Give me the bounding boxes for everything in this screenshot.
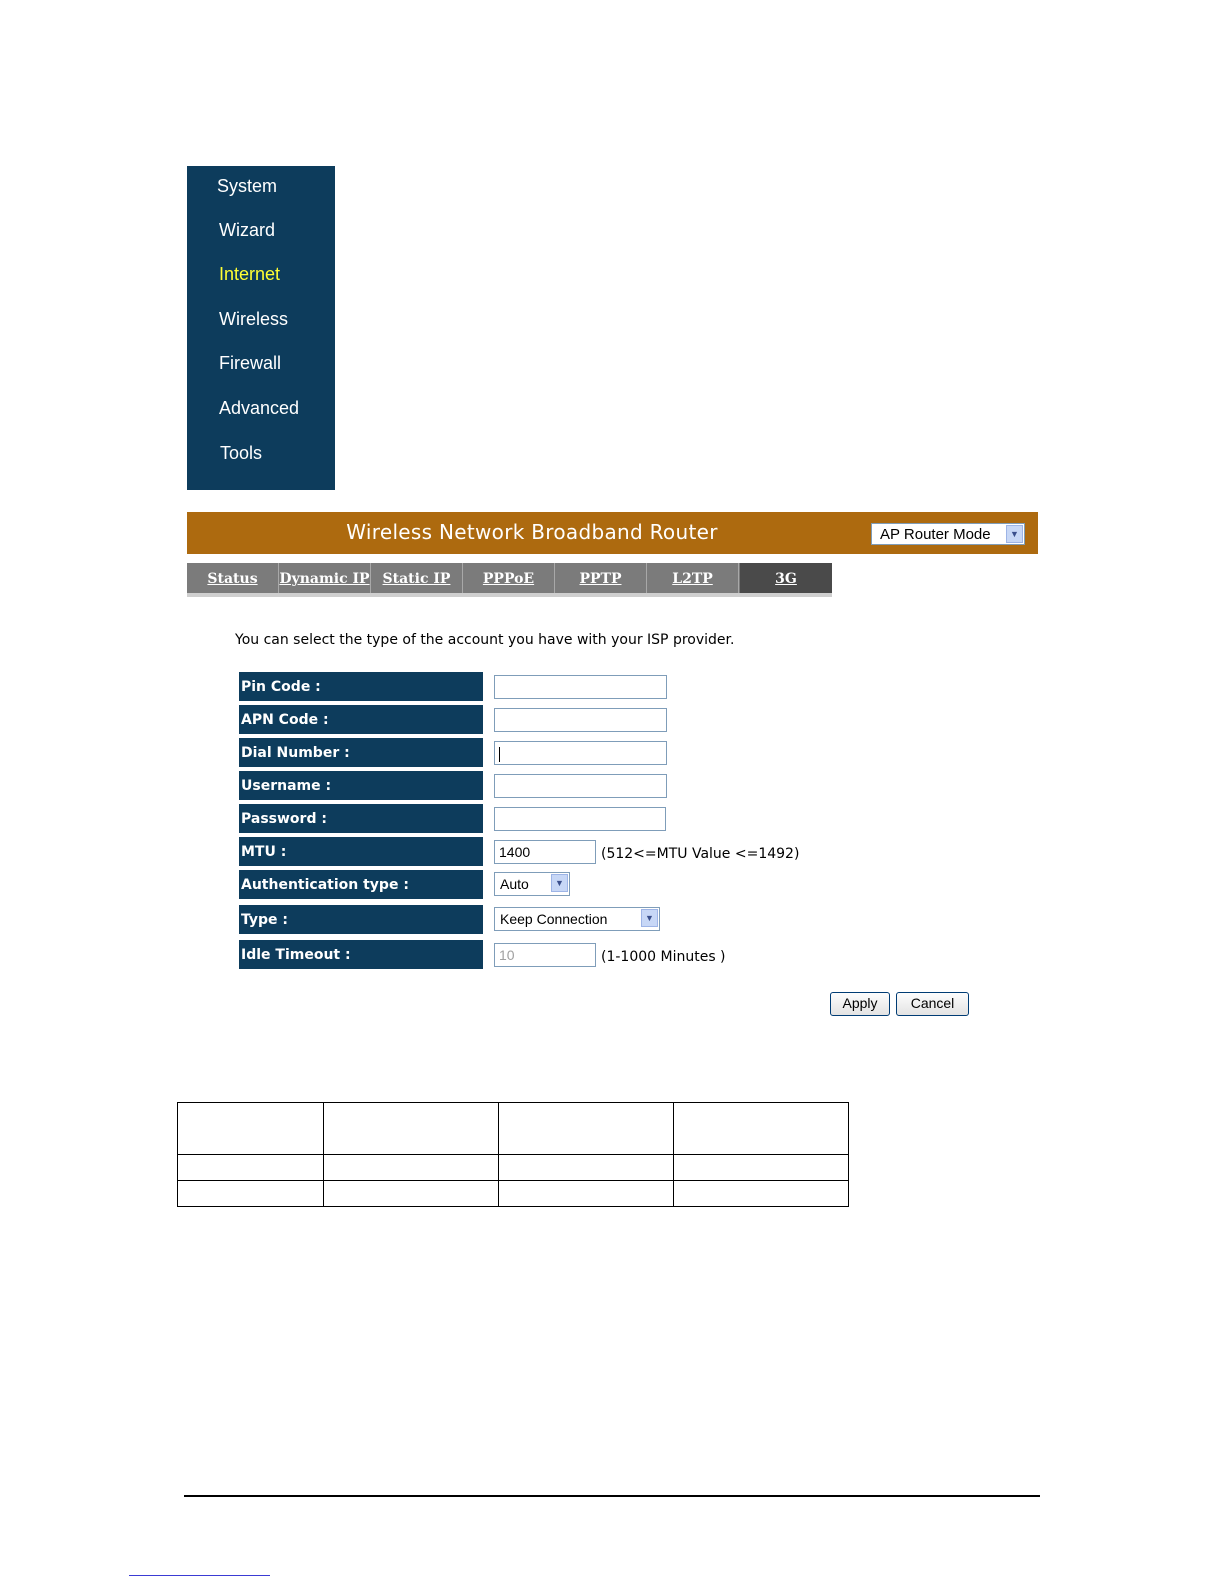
- chevron-down-icon[interactable]: ▼: [1006, 525, 1023, 543]
- table-cell: [674, 1103, 849, 1155]
- auth-type-select[interactable]: [494, 872, 570, 896]
- idle-timeout-input[interactable]: 10: [494, 943, 596, 967]
- tab-dynamic-ip[interactable]: Dynamic IP: [279, 563, 371, 593]
- table-cell: [674, 1155, 849, 1181]
- apn-code-label: APN Code :: [239, 705, 483, 734]
- password-input[interactable]: [494, 807, 666, 831]
- text-caret: [499, 747, 500, 762]
- pin-code-label: Pin Code :: [239, 672, 483, 701]
- connection-type-select[interactable]: [494, 907, 660, 931]
- username-input[interactable]: [494, 774, 667, 798]
- table-cell: [324, 1181, 499, 1207]
- footer-divider: [184, 1495, 1040, 1497]
- idle-timeout-hint: (1-1000 Minutes ): [601, 949, 726, 965]
- footer-link-underline: [129, 1575, 270, 1576]
- tab-pptp[interactable]: PPTP: [555, 563, 647, 593]
- password-label: Password :: [239, 804, 483, 833]
- empty-table: [177, 1102, 849, 1207]
- tab-bar: [187, 563, 832, 593]
- table-cell: [499, 1181, 674, 1207]
- mode-select[interactable]: [871, 523, 1025, 545]
- tab-3g[interactable]: 3G: [740, 563, 832, 593]
- table-cell: [674, 1181, 849, 1207]
- chevron-down-icon[interactable]: ▼: [641, 909, 658, 927]
- mode-select-value: AP Router Mode: [880, 526, 991, 543]
- tab-static-ip[interactable]: Static IP: [371, 563, 463, 593]
- auth-type-label: Authentication type :: [239, 870, 483, 899]
- sidebar-item-system[interactable]: System: [217, 176, 278, 196]
- tab-status[interactable]: Status: [187, 563, 279, 593]
- chevron-down-icon[interactable]: ▼: [551, 874, 568, 892]
- table-cell: [499, 1103, 674, 1155]
- tab-l2tp[interactable]: L2TP: [647, 563, 739, 593]
- table-cell: [178, 1103, 324, 1155]
- mtu-input[interactable]: 1400: [494, 840, 596, 864]
- mtu-hint: (512<=MTU Value <=1492): [601, 846, 800, 862]
- username-label: Username :: [239, 771, 483, 800]
- idle-timeout-label: Idle Timeout :: [239, 940, 483, 969]
- sidebar-item-wizard[interactable]: Wizard: [219, 220, 276, 240]
- sidebar-item-advanced[interactable]: Advanced: [219, 398, 300, 418]
- router-header: [187, 512, 1038, 554]
- table-cell: [178, 1155, 324, 1181]
- tab-bar-shadow: [187, 593, 832, 597]
- pin-code-input[interactable]: [494, 675, 667, 699]
- router-title: Wireless Network Broadband Router: [346, 520, 718, 544]
- sidebar-item-firewall[interactable]: Firewall: [219, 353, 282, 373]
- type-label: Type :: [239, 905, 483, 934]
- dial-number-label: Dial Number :: [239, 738, 483, 767]
- sidebar-menu: [187, 166, 335, 490]
- auth-type-value: Auto: [500, 876, 529, 892]
- apply-button[interactable]: Apply: [830, 992, 890, 1016]
- mtu-label: MTU :: [239, 837, 483, 866]
- dial-number-input[interactable]: [494, 741, 667, 765]
- sidebar-item-wireless[interactable]: Wireless: [219, 309, 289, 329]
- tab-pppoe[interactable]: PPPoE: [463, 563, 555, 593]
- table-cell: [324, 1103, 499, 1155]
- table-cell: [178, 1181, 324, 1207]
- sidebar-item-tools[interactable]: Tools: [220, 443, 263, 463]
- apn-code-input[interactable]: [494, 708, 667, 732]
- sidebar-item-internet[interactable]: Internet: [219, 264, 281, 284]
- intro-text: You can select the type of the account you have with your ISP provider.: [235, 632, 735, 648]
- cancel-button[interactable]: Cancel: [896, 992, 969, 1016]
- connection-type-value: Keep Connection: [500, 911, 608, 927]
- table-cell: [499, 1155, 674, 1181]
- table-cell: [324, 1155, 499, 1181]
